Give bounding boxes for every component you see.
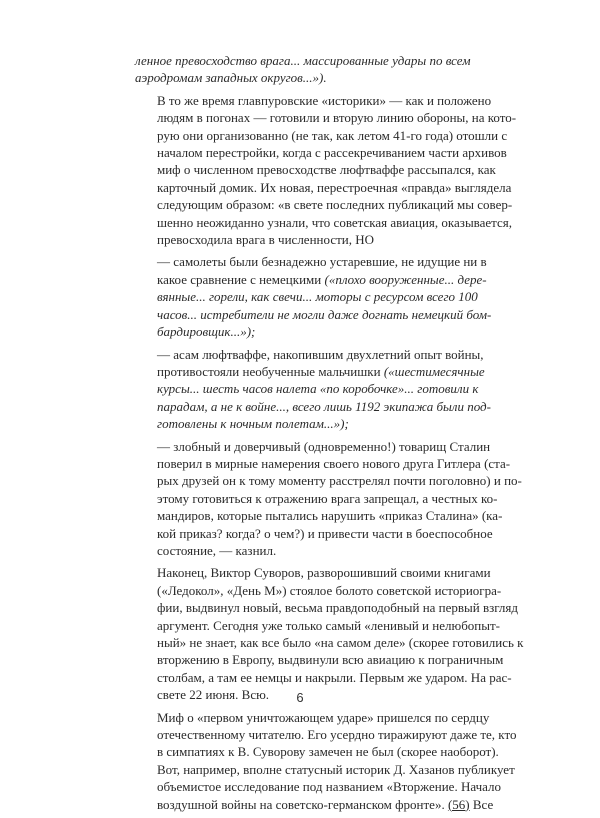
text-segment: — асам люфтваффе, накопившим двухлетний опыт войны, (157, 346, 484, 362)
text-segment: вторжению в Европу, выдвинули всю авиацию к пограничным (157, 652, 504, 668)
text-line (135, 380, 501, 397)
text-segment: рую они организованно (не так, как летом 41-го года) отошли с (157, 127, 508, 143)
text-line (135, 179, 512, 196)
text-segment: людям в погонах — готовили и вторую линию обороны, на кото- (157, 110, 517, 126)
text-segment: превосходила врага в численности, НО (157, 232, 375, 248)
italic-quote-segment: («шестимесячные (383, 363, 485, 379)
text-segment: — злобный и доверчивый (одновременно!) товарищ Сталин (157, 438, 491, 454)
text-segment: рых друзей он к тому моменту расстрелял почти поголовно) и по- (157, 473, 522, 489)
text-segment: следующим образом: «в свете последних публикаций мы совер- (157, 197, 513, 213)
text-line (135, 778, 501, 795)
italic-quote-segment: ленное превосходство врага... массированные удары по всем (135, 53, 471, 68)
text-segment: началом перестройки, когда с рассекречиванием части архивов (157, 145, 507, 161)
text-line (135, 231, 501, 248)
italic-quote-segment: парадам, а не к войне..., всего лишь 1192 экипажа были под- (157, 398, 491, 414)
text-line (135, 363, 501, 380)
text-segment: противостояли необученные мальчишки (157, 363, 384, 379)
text-line (135, 472, 522, 489)
text-line (135, 161, 501, 178)
text-segment: отечественному читателю. Его усердно тиражируют даже те, кто (157, 727, 517, 743)
text-line (135, 109, 517, 126)
text-line (135, 415, 501, 432)
text-line (135, 617, 501, 634)
text-line (135, 271, 501, 288)
text-line (135, 196, 513, 213)
text-segment: ный» не знает, как все было «на самом деле» (скорее готовились к (157, 635, 524, 650)
paragraph (135, 92, 517, 249)
text-line (135, 398, 501, 415)
text-segment: объемистое исследование под названием «Вторжение. Начало (157, 779, 501, 795)
italic-quote-segment: вянные... горели, как свечи... моторы с ресурсом всего 100 (157, 289, 478, 305)
text-segment: этому готовиться к отражению врага запрещал, а честных ко- (157, 490, 498, 506)
text-line (135, 564, 501, 581)
text-line (135, 52, 501, 69)
text-segment: карточный домик. Их новая, перестроечная «правда» выглядела (157, 179, 512, 195)
text-line (135, 127, 508, 144)
page-number: 6 (296, 690, 304, 705)
text-segment: шенно неожиданно узнали, что советская авиация, оказывается, (157, 214, 513, 230)
text-line (135, 438, 501, 455)
text-segment: поверил в мирные намерения своего нового друга Гитлера (ста- (157, 455, 511, 471)
text-line (135, 507, 501, 524)
text-segment: В то же время главпуровские «историки» — как и положено (157, 92, 492, 108)
italic-quote-segment: бардировщик...»); (157, 324, 256, 340)
paragraph (135, 253, 501, 340)
text-segment: воздушной войны на советско-германском фронте». (157, 796, 448, 812)
text-line (135, 490, 501, 507)
text-line (135, 92, 501, 109)
text-line (135, 726, 517, 743)
text-segment: Наконец, Виктор Суворов, разворошивший своими книгами (157, 565, 491, 581)
paragraph (135, 564, 524, 703)
text-line (135, 323, 501, 340)
text-line (135, 582, 501, 599)
text-line (135, 346, 501, 363)
text-line (135, 634, 524, 651)
paragraph (135, 709, 517, 813)
text-segment: в симпатиях к В. Суворову замечен не был (скорее наоборот). (157, 744, 499, 760)
text-line (135, 761, 515, 778)
text-line (135, 288, 501, 305)
text-line (135, 542, 501, 559)
italic-quote-segment: часов... истребители не могли даже догнать немецкий бом- (157, 306, 492, 322)
text-line (135, 743, 501, 760)
text-segment: — самолеты были безнадежно устаревшие, не идущие ни в (157, 254, 487, 270)
text-segment: («Ледокол», «День М») стоялое болото советской историогра- (157, 582, 502, 598)
text-segment: столбам, а там ее немцы и накрыли. Первым же ударом. На рас- (157, 669, 512, 685)
italic-quote-segment: курсы... шесть часов налета «по коробочке»... готовили к (157, 381, 479, 397)
text-line (135, 69, 501, 86)
text-line (135, 214, 513, 231)
text-segment: мандиров, которые пытались нарушить «приказ Сталина» (ка- (157, 508, 503, 524)
text-segment: кой приказ? когда? о чем?) и привести части в боеспособное (157, 525, 493, 541)
text-line (135, 306, 501, 323)
text-segment: миф о численном превосходстве люфтваффе рассыпался, как (157, 162, 496, 178)
text-segment: Все (469, 796, 494, 812)
paragraph (135, 52, 501, 87)
text-line (135, 599, 519, 616)
text-line (135, 651, 504, 668)
text-segment: Вот, например, вполне статусный историк Д. Хазанов публикует (157, 761, 515, 777)
italic-quote-segment: аэродромам западных округов...»). (135, 70, 327, 86)
italic-quote-segment: («плохо вооруженные... дере- (324, 271, 487, 287)
text-line (135, 525, 501, 542)
text-segment: состояние, — казнил. (157, 542, 277, 558)
text-line (135, 669, 512, 686)
text-segment: фии, выдвинул новый, весьма правдоподобный на первый взгляд (157, 600, 519, 616)
text-line (135, 796, 501, 813)
text-line (135, 709, 501, 726)
text-segment: какое сравнение с немецкими (157, 271, 325, 287)
text-line (135, 455, 511, 472)
text-line (135, 144, 507, 161)
text-segment: Миф о «первом уничтожающем ударе» пришелся по сердцу (157, 709, 490, 725)
italic-quote-segment: готовлены к ночным полетам...»); (157, 416, 349, 432)
text-line (135, 253, 501, 270)
text-segment: свете 22 июня. Всю. (157, 687, 270, 703)
paragraph (135, 438, 522, 560)
paragraph (135, 346, 501, 433)
text-segment: аргумент. Сегодня уже только самый «ленивый и нелюбопыт- (157, 617, 501, 633)
footnote-reference-link[interactable]: (56) (447, 796, 470, 812)
